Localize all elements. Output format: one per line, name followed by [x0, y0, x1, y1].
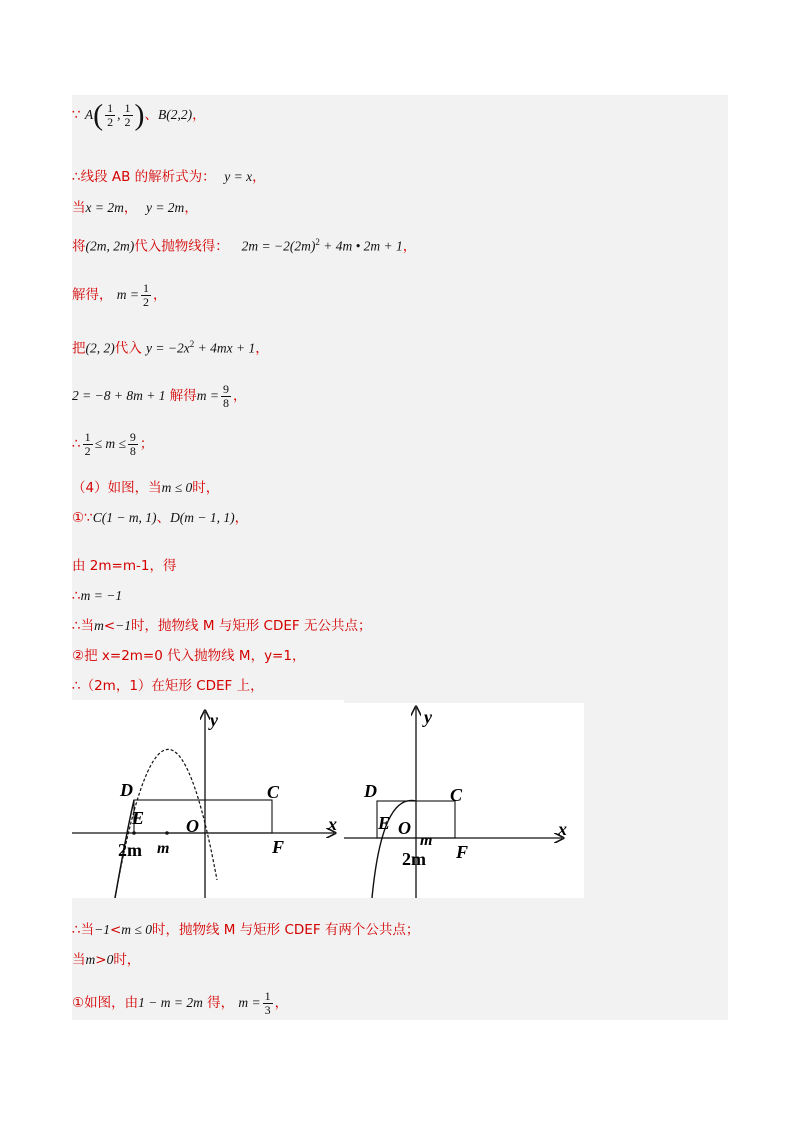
fraction: $\frac{1}{2}$ — [84, 430, 91, 458]
separator: 、 — [144, 107, 159, 123]
y-label: y — [424, 707, 432, 727]
line-part-4 — [72, 478, 219, 498]
figure-parabola-left — [72, 700, 344, 898]
therefore-symbol: ∴ — [72, 436, 81, 452]
punct: ， — [234, 510, 249, 526]
fraction: $\frac{9}{8}$ — [129, 430, 136, 458]
line-given-points — [72, 98, 206, 132]
text: 时， — [113, 952, 141, 968]
comma: , — [117, 107, 121, 122]
text: 时，抛物线 M 与矩形 CDEF 无公共点； — [131, 618, 372, 634]
text: （4）如图，当 — [72, 480, 162, 496]
punct: ， — [184, 200, 198, 216]
math: m — [94, 618, 104, 633]
label-d: D — [364, 781, 377, 801]
math: y = 2m — [145, 200, 185, 215]
line-substitute-b — [72, 334, 269, 359]
line-two-intersections — [72, 920, 419, 940]
figure-1-svg — [72, 700, 344, 898]
math: m — [85, 952, 96, 967]
superscript: 2 — [315, 237, 320, 247]
line-equation — [72, 556, 176, 576]
punct: ， — [123, 200, 138, 216]
math: m = −1 — [80, 588, 123, 603]
y-label: y — [210, 710, 218, 730]
text: 时，抛物线 M 与矩形 CDEF 有两个公共点； — [151, 922, 420, 938]
text: 得， — [207, 995, 235, 1011]
punct: ， — [274, 995, 289, 1011]
text: 时， — [192, 480, 220, 496]
punct: ， — [192, 107, 206, 123]
math: (2, 2) — [85, 340, 115, 356]
line-substitute-zero — [72, 646, 305, 666]
punct: ， — [252, 169, 266, 185]
x-label: x — [328, 814, 337, 834]
punct: 、 — [156, 510, 171, 526]
label-e: E — [132, 808, 145, 828]
right-paren: ) — [134, 98, 145, 132]
text: ∴当 — [72, 618, 95, 634]
math: m = — [238, 995, 261, 1010]
point-a-label: A — [84, 107, 94, 122]
label-f: F — [272, 837, 285, 857]
greater-than: > — [95, 952, 107, 968]
fraction: $\frac{9}{8}$ — [222, 382, 229, 410]
label-c: C — [450, 785, 463, 805]
left-paren: ( — [93, 98, 104, 132]
line-substitute — [72, 232, 416, 257]
label-e: E — [378, 813, 391, 833]
math: m = — [196, 388, 219, 403]
line-on-rectangle — [72, 676, 264, 696]
line-m-minus-one — [72, 586, 122, 606]
math: D(m − 1, 1) — [170, 510, 235, 525]
point-m-dot — [165, 831, 169, 835]
line-m-positive — [72, 950, 140, 970]
text: ①∵ — [72, 510, 93, 526]
text: 解得 — [169, 388, 197, 404]
math: −1 — [94, 922, 110, 937]
line-one-third — [72, 990, 288, 1017]
text: ①如图，由 — [72, 995, 139, 1011]
line-range — [72, 431, 153, 458]
fraction-a-x: $\frac{1}{2}$ — [107, 101, 114, 129]
less-than: < — [103, 618, 116, 634]
text: 代入 — [114, 340, 142, 357]
math: 2 = −8 + 8m + 1 — [72, 388, 166, 403]
math: 1 − m = 2m — [138, 995, 203, 1010]
text: 把 — [72, 340, 86, 357]
punct: ， — [153, 287, 167, 303]
label-2m: 2m — [402, 849, 426, 869]
math: C(1 − m, 1) — [92, 510, 157, 525]
math: m = — [116, 287, 140, 302]
fraction: $\frac{1}{2}$ — [143, 281, 150, 309]
label-o: O — [186, 816, 199, 836]
text: 将 — [72, 238, 86, 255]
line-no-intersection — [72, 616, 371, 636]
line-solve-half — [72, 282, 167, 309]
label-m: m — [420, 832, 433, 849]
line-points-cd — [72, 508, 248, 528]
math: 0 — [106, 952, 114, 967]
math: −1 — [115, 618, 132, 633]
label-f: F — [456, 842, 469, 862]
label-2m: 2m — [118, 840, 142, 860]
math: + 4m • 2m + 1 — [319, 238, 403, 254]
line-when-x — [72, 198, 198, 218]
punct: ； — [139, 436, 154, 452]
label-m: m — [157, 840, 170, 857]
point-b: B(2,2) — [158, 107, 193, 122]
math: + 4mx + 1 — [194, 340, 256, 356]
line-segment-ab — [72, 167, 266, 187]
parabola-dashed — [115, 749, 217, 898]
math: m ≤ 0 — [161, 480, 193, 495]
text: ∴（2m，1）在矩形 CDEF 上， — [72, 678, 264, 694]
math: m ≤ 0 — [121, 922, 152, 937]
text: 代入抛物线得： — [134, 238, 229, 255]
math: 2m = −2(2m) — [241, 238, 316, 254]
math: y = −2x — [146, 340, 190, 356]
label-d: D — [120, 780, 133, 800]
superscript: 2 — [189, 339, 195, 349]
text: 当 — [72, 200, 86, 216]
text: ∴线段 AB 的解析式为： — [72, 169, 216, 185]
line-solve-nine-eighths — [72, 383, 246, 410]
label-c: C — [267, 782, 280, 802]
point-e-dot — [132, 831, 136, 835]
text: 解得， — [72, 287, 113, 303]
figure-2-svg — [344, 703, 584, 898]
text: 由 2m=m-1，得 — [72, 558, 177, 574]
math: x = 2m — [85, 200, 124, 215]
figure-parabola-right — [344, 703, 584, 898]
text: 当 — [72, 952, 86, 968]
therefore-symbol: ∴ — [72, 588, 81, 604]
x-label: x — [558, 819, 567, 839]
because-symbol: ∵ — [72, 107, 81, 123]
text: ∴当 — [72, 922, 95, 938]
less-than: < — [109, 922, 122, 938]
math: y = x — [224, 169, 253, 184]
math: ≤ m ≤ — [94, 436, 126, 451]
punct: ， — [402, 238, 417, 255]
math: (2m, 2m) — [85, 238, 135, 254]
text: ②把 x=2m=0 代入抛物线 M，y=1， — [72, 648, 306, 664]
fraction-a-y: $\frac{1}{2}$ — [124, 101, 131, 129]
label-o: O — [398, 818, 411, 838]
fraction: $\frac{1}{3}$ — [264, 989, 271, 1017]
punct: ， — [232, 388, 247, 404]
punct: ， — [255, 340, 269, 357]
